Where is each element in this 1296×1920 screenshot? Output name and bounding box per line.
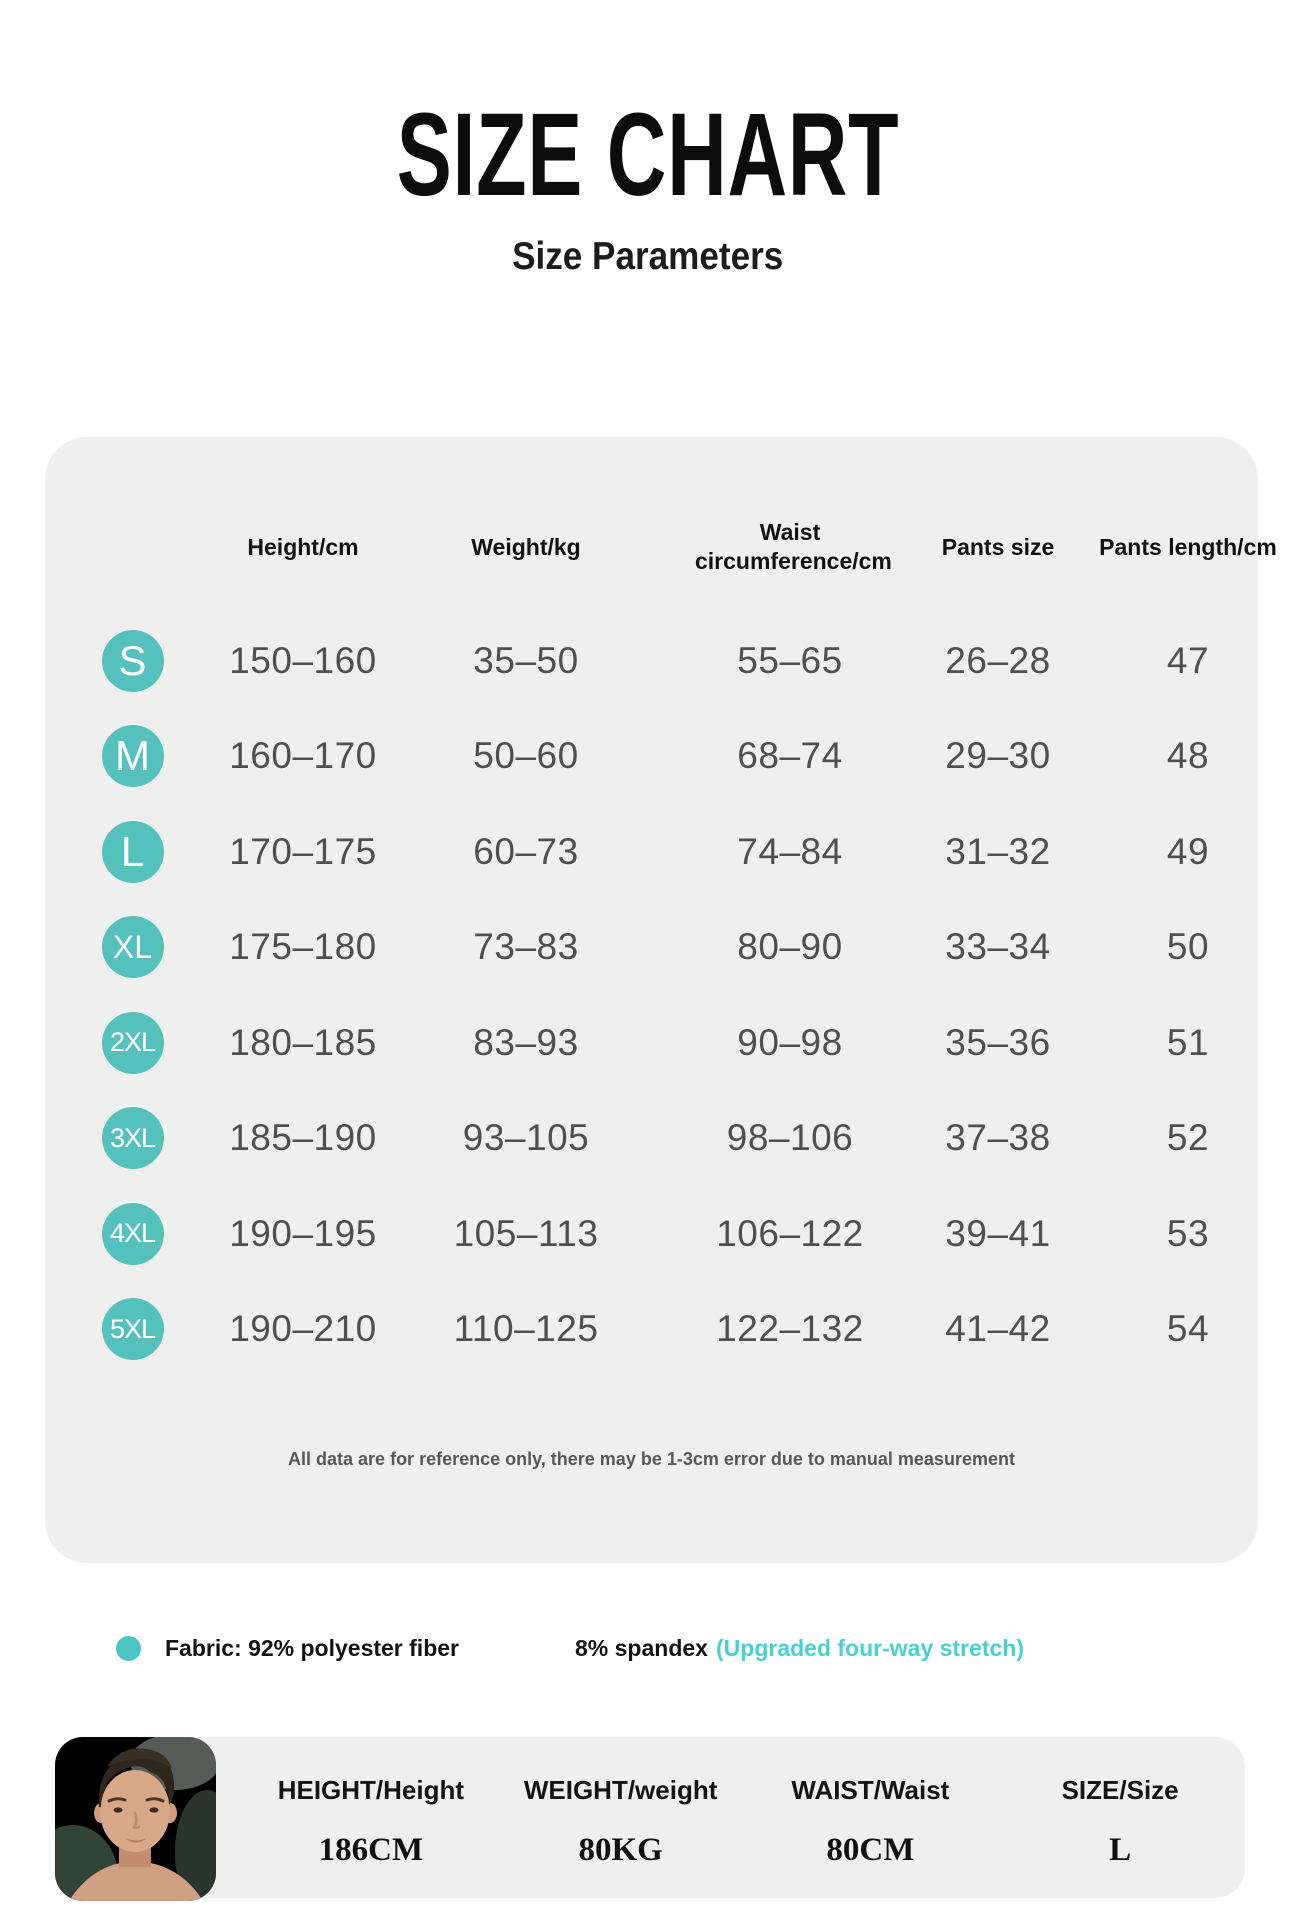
spec-label: WAIST/Waist (791, 1775, 950, 1805)
table-cell: 73–83 (473, 926, 579, 968)
spec-value: 80CM (826, 1832, 915, 1868)
size-badge (102, 1298, 164, 1360)
table-cell: 190–210 (229, 1308, 377, 1350)
table-cell: 180–185 (229, 1021, 377, 1063)
table-cell: 60–73 (473, 830, 579, 872)
table-cell: 106–122 (716, 1212, 864, 1254)
spec-value: 80KG (578, 1832, 663, 1868)
table-cell: 53 (1166, 1212, 1210, 1254)
table-cell: 29–30 (945, 735, 1051, 777)
size-badge-label: M (115, 732, 150, 780)
table-cell: 185–190 (229, 1117, 377, 1159)
table-cell: 90–98 (737, 1021, 843, 1063)
spec-label: SIZE/Size (1061, 1775, 1179, 1805)
spec-weight (496, 1737, 746, 1898)
spec-label: HEIGHT/Height (277, 1775, 465, 1805)
fabric-info (0, 1632, 1296, 1666)
title-row (0, 89, 1296, 221)
table-cell: 150–160 (229, 639, 377, 681)
table-cell: 80–90 (737, 926, 843, 968)
fabric-spandex-label: 8% spandex (575, 1635, 708, 1661)
column-header-pants-length (1099, 533, 1277, 562)
column-header-label: Pants size (941, 533, 1055, 560)
size-badge (102, 1203, 164, 1265)
table-cell: 170–175 (229, 830, 377, 872)
column-header-label: Waist circumference/cm (695, 519, 892, 574)
table-cell: 98–106 (726, 1117, 854, 1159)
size-badge-label: 5XL (109, 1313, 156, 1344)
page-subtitle: Size Parameters (512, 235, 784, 278)
column-header-weight (471, 533, 580, 562)
table-cell: 35–36 (945, 1021, 1051, 1063)
spec-value: L (1109, 1832, 1132, 1868)
table-cell: 26–28 (945, 639, 1051, 681)
measurement-note: All data are for reference only, there may be 1-3cm error due to manual measurement (288, 1449, 1015, 1469)
column-header-height (247, 533, 358, 562)
table-cell: 105–113 (453, 1212, 599, 1254)
size-table (45, 437, 1277, 1377)
column-header-label: Weight/kg (471, 533, 581, 560)
spec-value: 186CM (318, 1832, 424, 1868)
table-cell: 54 (1166, 1308, 1210, 1350)
table-cell: 175–180 (229, 926, 377, 968)
table-cell: 50 (1166, 926, 1210, 968)
table-cell: 122–132 (716, 1308, 864, 1350)
size-badge (102, 725, 164, 787)
size-badge-label: S (118, 636, 147, 684)
size-badge-label: L (120, 827, 145, 875)
table-cell: 50–60 (473, 735, 579, 777)
table-cell: 37–38 (945, 1117, 1051, 1159)
table-cell: 49 (1166, 830, 1210, 872)
fabric-stretch-highlight: (Upgraded four-way stretch) (716, 1635, 1024, 1661)
table-cell: 83–93 (473, 1021, 579, 1063)
model-photo (55, 1737, 216, 1901)
column-header-label: Pants length/cm (1099, 533, 1277, 560)
table-cell: 68–74 (737, 735, 843, 777)
spec-label: WEIGHT/weight (523, 1775, 718, 1805)
model-specs (216, 1737, 1245, 1898)
table-cell: 48 (1166, 735, 1210, 777)
table-cell: 74–84 (737, 830, 843, 872)
size-badge (102, 916, 164, 978)
table-cell: 55–65 (737, 639, 843, 681)
column-header-label: Height/cm (247, 533, 359, 560)
table-cell: 39–41 (945, 1212, 1051, 1254)
size-badge-label: 2XL (109, 1027, 156, 1058)
page-title: SIZE CHART (396, 89, 900, 221)
bullet-icon (116, 1636, 141, 1661)
subtitle-row (0, 236, 1296, 279)
model-portrait-illustration (55, 1737, 216, 1901)
table-cell: 51 (1166, 1021, 1210, 1063)
model-specs-bar (55, 1737, 1245, 1898)
table-cell: 160–170 (229, 735, 377, 777)
table-cell: 110–125 (453, 1308, 599, 1350)
table-cell: 93–105 (462, 1117, 590, 1159)
table-cell: 52 (1166, 1117, 1210, 1159)
size-badge-label: 4XL (109, 1218, 156, 1249)
table-cell: 35–50 (473, 639, 579, 681)
size-table-panel (45, 437, 1277, 1563)
table-cell: 41–42 (945, 1308, 1051, 1350)
table-cell: 47 (1166, 639, 1210, 681)
spec-waist (746, 1737, 996, 1898)
spec-size (995, 1737, 1245, 1898)
size-badge (102, 1107, 164, 1169)
table-cell: 31–32 (945, 830, 1051, 872)
size-badge (102, 1012, 164, 1074)
spec-height (246, 1737, 496, 1898)
table-cell: 190–195 (229, 1212, 377, 1254)
size-badge-label: 3XL (109, 1122, 156, 1153)
size-badge (102, 630, 164, 692)
column-header-pants-size (942, 533, 1055, 562)
size-badge (102, 821, 164, 883)
table-cell: 33–34 (945, 926, 1051, 968)
fabric-label: Fabric: 92% polyester fiber (165, 1635, 459, 1661)
size-badge-label: XL (112, 928, 153, 965)
column-header-waist (695, 518, 892, 576)
